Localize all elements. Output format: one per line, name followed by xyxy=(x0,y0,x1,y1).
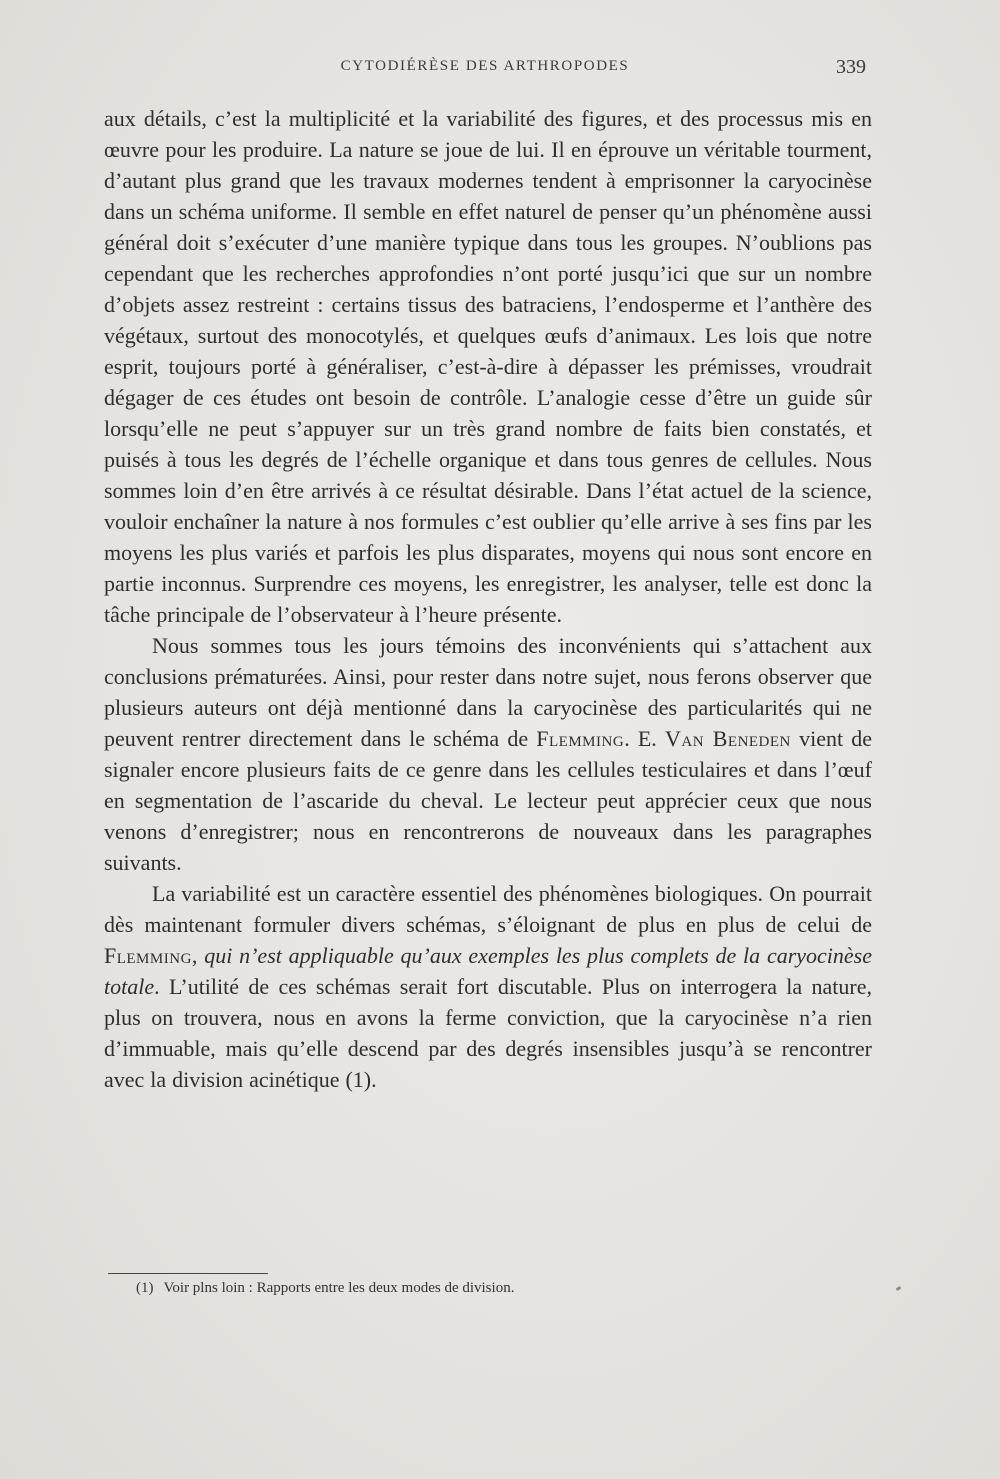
paragraph-1: aux détails, c’est la multiplicité et la variabilité des figures, et des processus mis en œuvre pour les produire. La nature se joue de lui. Il en éprouve un véritable tourment, d’autant plus grand que les travaux modernes tendent à emprisonner la caryocinèse dans un schéma uniforme. Il semble en effet naturel de penser qu’un phénomène aussi général doit s’exécuter d’une manière typique dans tous les groupes. N’oublions pas cependant que les recherches approfondies n’ont porté jusqu’ici que sur un nombre d’objets assez restreint : certains tissus des batraciens, l’endosperme et l’anthère des végétaux, surtout des monocotylés, et quelques œufs d’animaux. Les lois que notre esprit, toujours porté à généraliser, c’est-à-dire à dépasser les prémisses, vroudrait dégager de ces études ont besoin de contrôle. L’analogie cesse d’être un guide sûr lorsqu’elle ne peut s’appuyer sur un très grand nombre de faits bien constatés, et puisés à tous les degrés de l’échelle organique et dans tous genres de cellules. Nous sommes loin d’en être arrivés à ce résultat désirable. Dans l’état actuel de la science, vouloir enchaîner la nature à nos formules c’est oublier qu’elle arrive à ses fins par les moyens les plus variés et parfois les plus disparates, moyens qui nous sont encore en partie inconnus. Surprendre ces moyens, les enregistrer, les analyser, telle est donc la tâche principale de l’observateur à l’heure présente. xyxy=(104,106,872,627)
footnote xyxy=(136,1278,836,1298)
body-text xyxy=(104,103,872,1095)
paragraph-3 xyxy=(104,878,872,1095)
author-name-van-beneden: Van Beneden xyxy=(665,726,791,751)
paragraph-3-italic: qui n’est appliquable qu’aux exemples les plus complets de la caryocinèse totale xyxy=(104,943,872,999)
paragraph-3-part-b: , xyxy=(191,943,198,968)
page-number: 339 xyxy=(836,56,866,78)
paragraph-3-part-c: . L’utilité de ces schémas serait fort discutable. Plus on interrogera la nature, plus on trouvera, nous en avons la ferme conviction, que la caryocinèse n’a rien d’immuable, mais qu’elle descend par des degrés insensibles jusqu’à se rencontrer avec la division acinétique (1). xyxy=(104,974,872,1092)
footnote-rule xyxy=(108,1273,268,1274)
paragraph-2 xyxy=(104,630,872,878)
paragraph-2-part-b: . E. xyxy=(624,726,657,751)
author-name-flemming: Flemming xyxy=(536,726,625,751)
paragraph-2-part-c: vient de signaler encore plusieurs faits de ce genre dans les cellules testiculaires et dans l’œuf en segmentation de l’ascaride du cheval. Le lecteur peut apprécier ceux que nous venons d’enregistrer; nous en rencontrerons de nouveaux dans les paragraphes suivants. xyxy=(104,726,873,875)
author-name-flemming-2: Flemming xyxy=(104,943,192,968)
paper-speck xyxy=(896,1286,902,1291)
footnote-text: Voir plns loin : Rapports entre les deux modes de division. xyxy=(163,1280,515,1296)
running-title: CYTODIÉRÈSE DES ARTHROPODES xyxy=(340,58,630,74)
footnote-marker: (1) xyxy=(136,1280,154,1296)
paragraph-2-part-a: Nous sommes tous les jours témoins des inconvénients qui s’attachent aux conclusions prématurées. Ainsi, pour rester dans notre sujet, nous ferons observer que plusieurs auteurs ont déjà mentionné dans la caryocinèse des particularités qui ne peuvent rentrer directement dans le schéma de xyxy=(104,633,872,751)
paragraph-3-part-a: La variabilité est un caractère essentiel des phénomènes biologiques. On pourrait dès maintenant formuler divers schémas, s’éloignant de plus en plus de celui de xyxy=(104,881,872,937)
running-head xyxy=(104,58,866,82)
